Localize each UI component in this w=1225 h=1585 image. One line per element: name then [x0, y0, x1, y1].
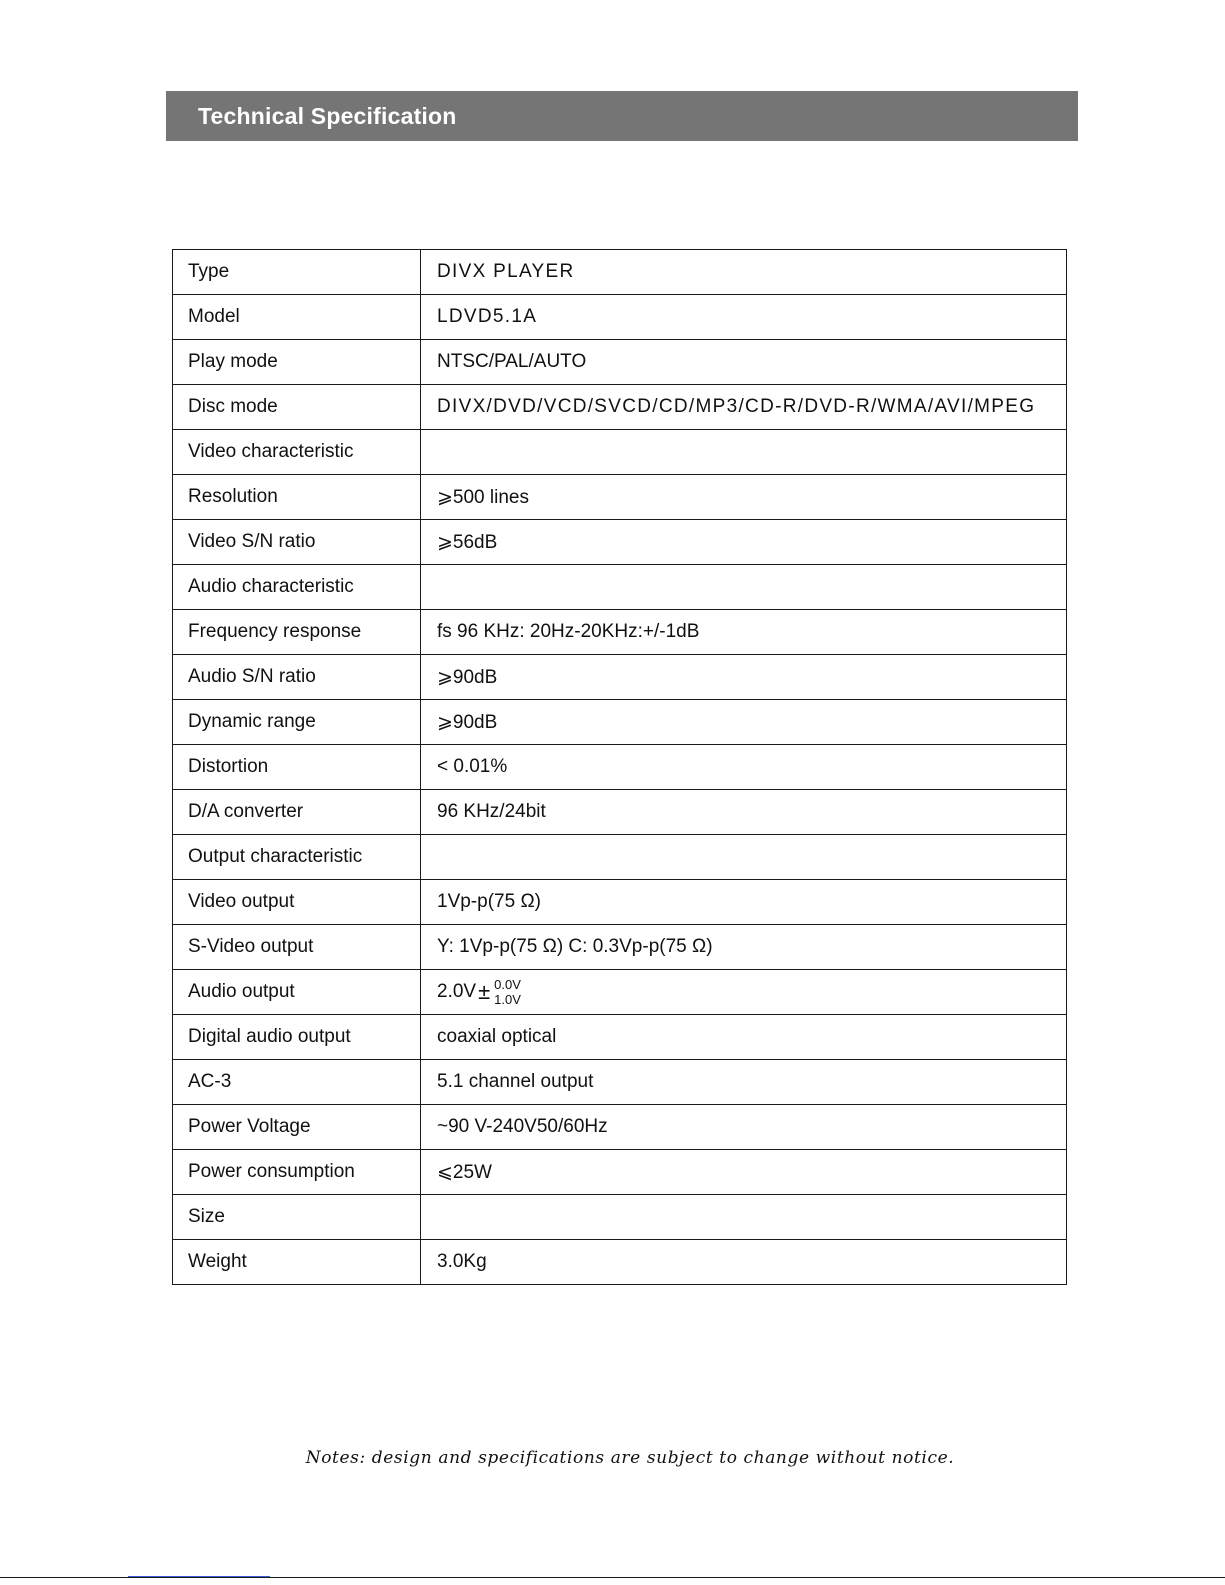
table-row [173, 340, 1067, 385]
tolerance-upper: 0.0V [494, 977, 521, 992]
spec-value [421, 565, 1067, 610]
tolerance-lower: 1.0V [494, 992, 521, 1007]
spec-value: NTSC/PAL/AUTO [421, 340, 1067, 385]
spec-label: Resolution [173, 475, 421, 520]
spec-label: AC-3 [173, 1060, 421, 1105]
table-row [173, 970, 1067, 1015]
spec-label: Play mode [173, 340, 421, 385]
spec-value: 3.0Kg [421, 1240, 1067, 1285]
table-row [173, 655, 1067, 700]
table-row [173, 1015, 1067, 1060]
spec-label: Video S/N ratio [173, 520, 421, 565]
spec-value: coaxial optical [421, 1015, 1067, 1060]
spec-label: Weight [173, 1240, 421, 1285]
spec-value-cell [421, 970, 1067, 1015]
spec-label: D/A converter [173, 790, 421, 835]
spec-value: ~90 V-240V50/60Hz [421, 1105, 1067, 1150]
spec-label: Audio characteristic [173, 565, 421, 610]
spec-value: DIVX PLAYER [421, 250, 1067, 295]
spec-value: fs 96 KHz: 20Hz-20KHz:+/-1dB [421, 610, 1067, 655]
table-row [173, 565, 1067, 610]
spec-value: 2.0V [437, 981, 477, 1003]
spec-value: < 0.01% [421, 745, 1067, 790]
table-row [173, 430, 1067, 475]
spec-label: Audio output [173, 970, 421, 1015]
spec-value: 5.1 channel output [421, 1060, 1067, 1105]
spec-value: ⩾90dB [421, 700, 1067, 745]
spec-value: ⩾90dB [421, 655, 1067, 700]
spec-value: 96 KHz/24bit [421, 790, 1067, 835]
table-row [173, 1150, 1067, 1195]
table-row [173, 520, 1067, 565]
table-row [173, 700, 1067, 745]
spec-label: Frequency response [173, 610, 421, 655]
table-row [173, 1195, 1067, 1240]
spec-value: ⩾56dB [421, 520, 1067, 565]
spec-value [421, 835, 1067, 880]
spec-value [421, 1195, 1067, 1240]
table-row [173, 1105, 1067, 1150]
spec-label: Type [173, 250, 421, 295]
spec-value: LDVD5.1A [421, 295, 1067, 340]
spec-label: Audio S/N ratio [173, 655, 421, 700]
spec-table [172, 249, 1067, 1285]
table-row [173, 385, 1067, 430]
spec-label: Power Voltage [173, 1105, 421, 1150]
table-row [173, 475, 1067, 520]
spec-label: Model [173, 295, 421, 340]
spec-label: Disc mode [173, 385, 421, 430]
footer-rule [0, 1577, 1225, 1578]
spec-label: Dynamic range [173, 700, 421, 745]
table-row [173, 880, 1067, 925]
tolerance-stack [494, 977, 521, 1007]
table-row [173, 1060, 1067, 1105]
spec-table-body [173, 250, 1067, 1285]
table-row [173, 790, 1067, 835]
spec-value: ⩾500 lines [421, 475, 1067, 520]
spec-value: ⩽25W [421, 1150, 1067, 1195]
spec-label: Video characteristic [173, 430, 421, 475]
page-title: Technical Specification [198, 102, 457, 129]
table-row [173, 295, 1067, 340]
spec-label: Video output [173, 880, 421, 925]
spec-label: Digital audio output [173, 1015, 421, 1060]
footer-link-underline [128, 1576, 270, 1577]
table-row [173, 610, 1067, 655]
spec-label: S-Video output [173, 925, 421, 970]
spec-label: Output characteristic [173, 835, 421, 880]
section-header-bar [166, 91, 1078, 141]
notes-text: Notes: design and specifications are subject to change without notice. [305, 1448, 955, 1468]
spec-value: DIVX/DVD/VCD/SVCD/CD/MP3/CD-R/DVD-R/WMA/AVI/MPEG [421, 385, 1067, 430]
table-row [173, 835, 1067, 880]
plus-minus-sign: ± [478, 979, 491, 1004]
spec-label: Size [173, 1195, 421, 1240]
spec-value [421, 430, 1067, 475]
spec-label: Power consumption [173, 1150, 421, 1195]
spec-value: Y: 1Vp-p(75 Ω) C: 0.3Vp-p(75 Ω) [421, 925, 1067, 970]
spec-label: Distortion [173, 745, 421, 790]
table-row [173, 925, 1067, 970]
spec-value: 1Vp-p(75 Ω) [421, 880, 1067, 925]
table-row [173, 745, 1067, 790]
table-row [173, 250, 1067, 295]
table-row [173, 1240, 1067, 1285]
